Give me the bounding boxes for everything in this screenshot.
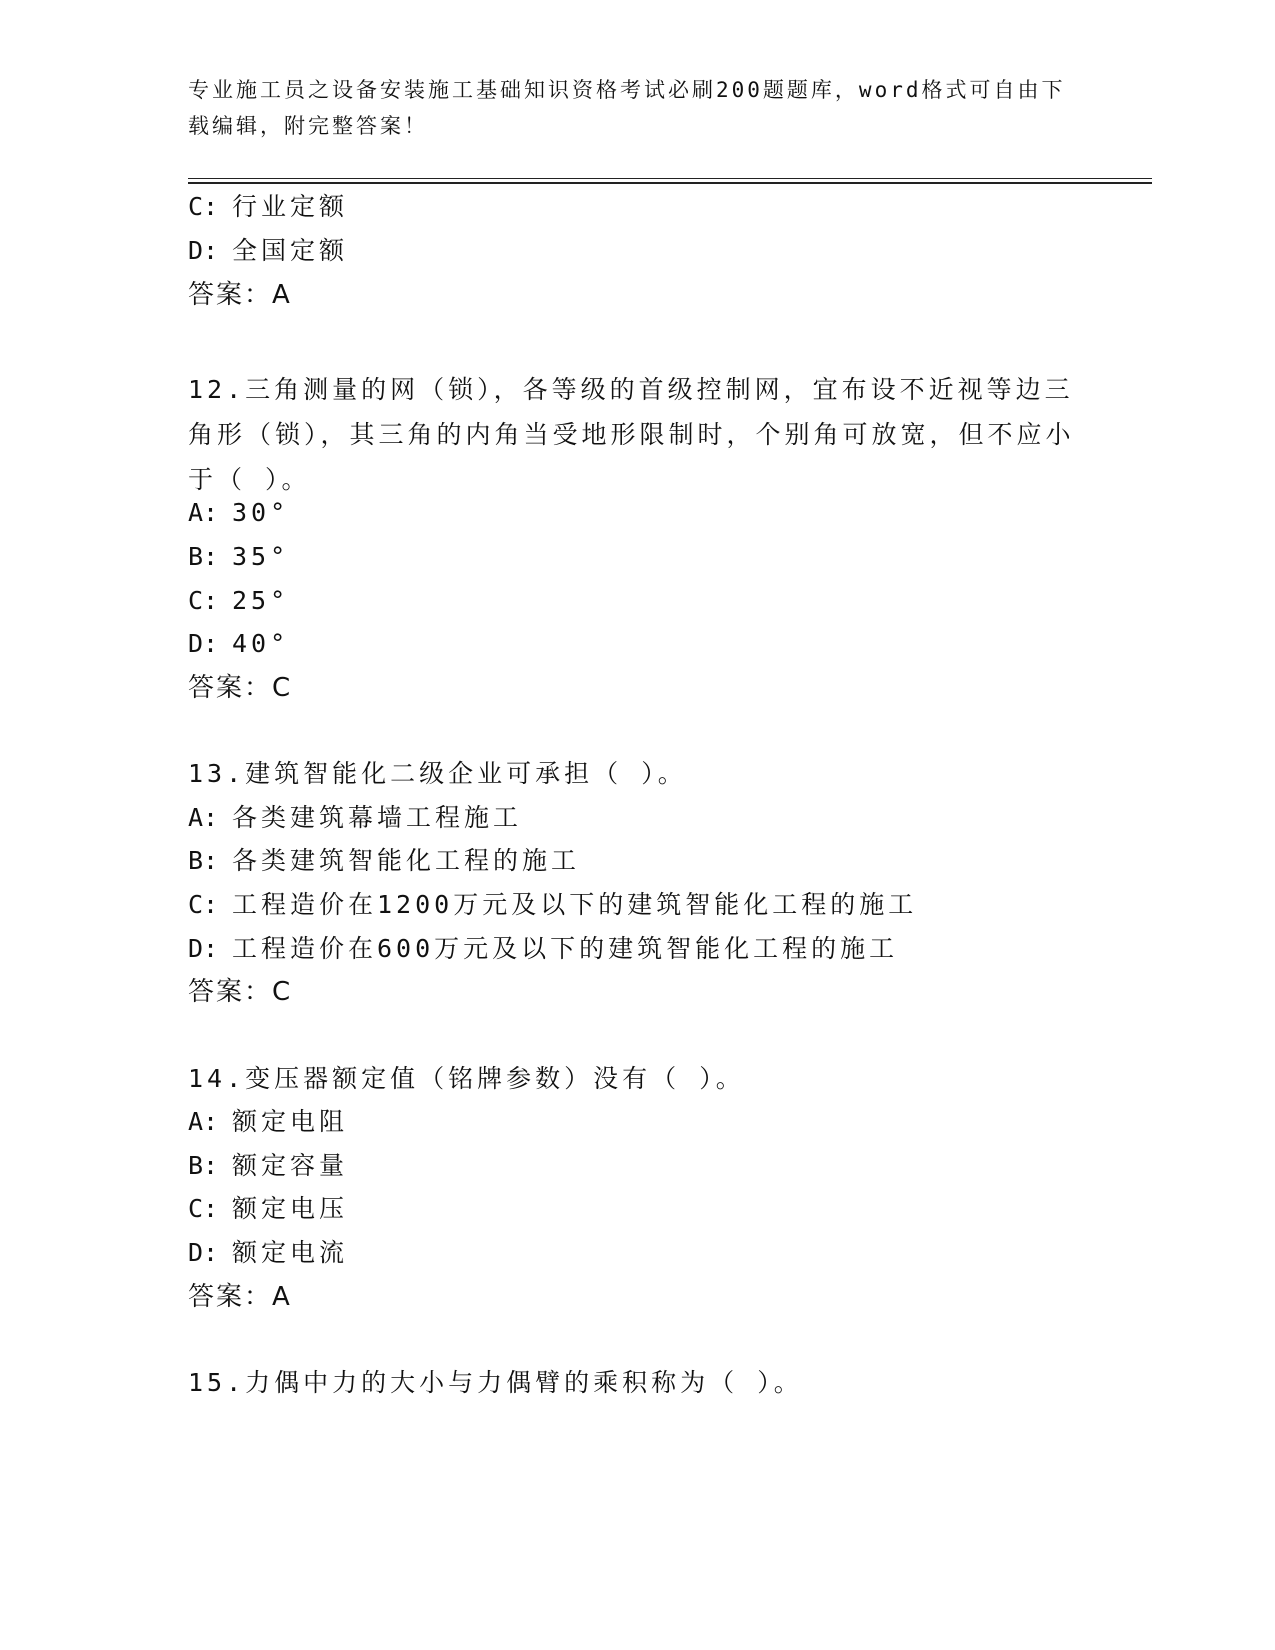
option-line — [188, 1107, 348, 1137]
option-label: C: — [188, 192, 219, 221]
answer-line: 答案：C — [188, 673, 293, 703]
option-line — [188, 586, 289, 616]
option-line — [188, 1194, 348, 1224]
option-line — [188, 846, 580, 876]
option-text: 行业定额 — [232, 192, 349, 221]
option-text: 35° — [232, 542, 290, 571]
option-line — [188, 629, 289, 659]
answer-line: 答案：A — [188, 1282, 292, 1312]
option-label: A: — [188, 1107, 219, 1136]
option-label: B: — [188, 542, 219, 571]
option-line — [188, 890, 917, 920]
option-label: A: — [188, 498, 219, 527]
question-text: 12.三角测量的网（锁），各等级的首级控制网，宜布设不近视等边三角形（锁），其三角的内角当受地形限制时，个别角可放宽，但不应小于（ ）。 — [188, 375, 1075, 494]
option-label: B: — [188, 1151, 219, 1180]
answer-line: 答案：A — [188, 280, 292, 310]
option-label: C: — [188, 586, 219, 615]
question-text: 13.建筑智能化二级企业可承担（ ）。 — [188, 759, 687, 788]
option-text: 全国定额 — [232, 236, 349, 265]
option-label: C: — [188, 1194, 219, 1223]
option-line — [188, 192, 348, 222]
option-text: 30° — [232, 498, 290, 527]
option-line — [188, 542, 289, 572]
option-label: C: — [188, 890, 219, 919]
option-line — [188, 498, 289, 528]
option-label: B: — [188, 846, 219, 875]
option-text: 额定容量 — [232, 1151, 349, 1180]
option-line — [188, 236, 348, 266]
option-label: D: — [188, 629, 219, 658]
option-text: 工程造价在600万元及以下的建筑智能化工程的施工 — [232, 934, 899, 963]
option-text: 各类建筑幕墙工程施工 — [232, 803, 523, 832]
option-label: D: — [188, 934, 219, 963]
option-label: A: — [188, 803, 219, 832]
option-label: D: — [188, 236, 219, 265]
option-text: 额定电流 — [232, 1238, 349, 1267]
header-divider-thin — [188, 178, 1152, 179]
document-header: 专业施工员之设备安装施工基础知识资格考试必刷200题题库，word格式可自由下载编辑，附完整答案！ — [188, 78, 1066, 138]
option-text: 40° — [232, 629, 290, 658]
option-text: 各类建筑智能化工程的施工 — [232, 846, 581, 875]
option-label: D: — [188, 1238, 219, 1267]
option-text: 额定电阻 — [232, 1107, 349, 1136]
answer-line: 答案：C — [188, 977, 293, 1007]
option-text: 25° — [232, 586, 290, 615]
option-line — [188, 1151, 348, 1181]
option-text: 工程造价在1200万元及以下的建筑智能化工程的施工 — [232, 890, 918, 919]
question-text: 15.力偶中力的大小与力偶臂的乘积称为（ ）。 — [188, 1368, 803, 1397]
header-divider-thick — [188, 182, 1152, 184]
option-line — [188, 934, 898, 964]
option-line — [188, 1238, 348, 1268]
option-line — [188, 803, 522, 833]
option-text: 额定电压 — [232, 1194, 349, 1223]
question-text: 14.变压器额定值（铭牌参数）没有（ ）。 — [188, 1064, 745, 1093]
